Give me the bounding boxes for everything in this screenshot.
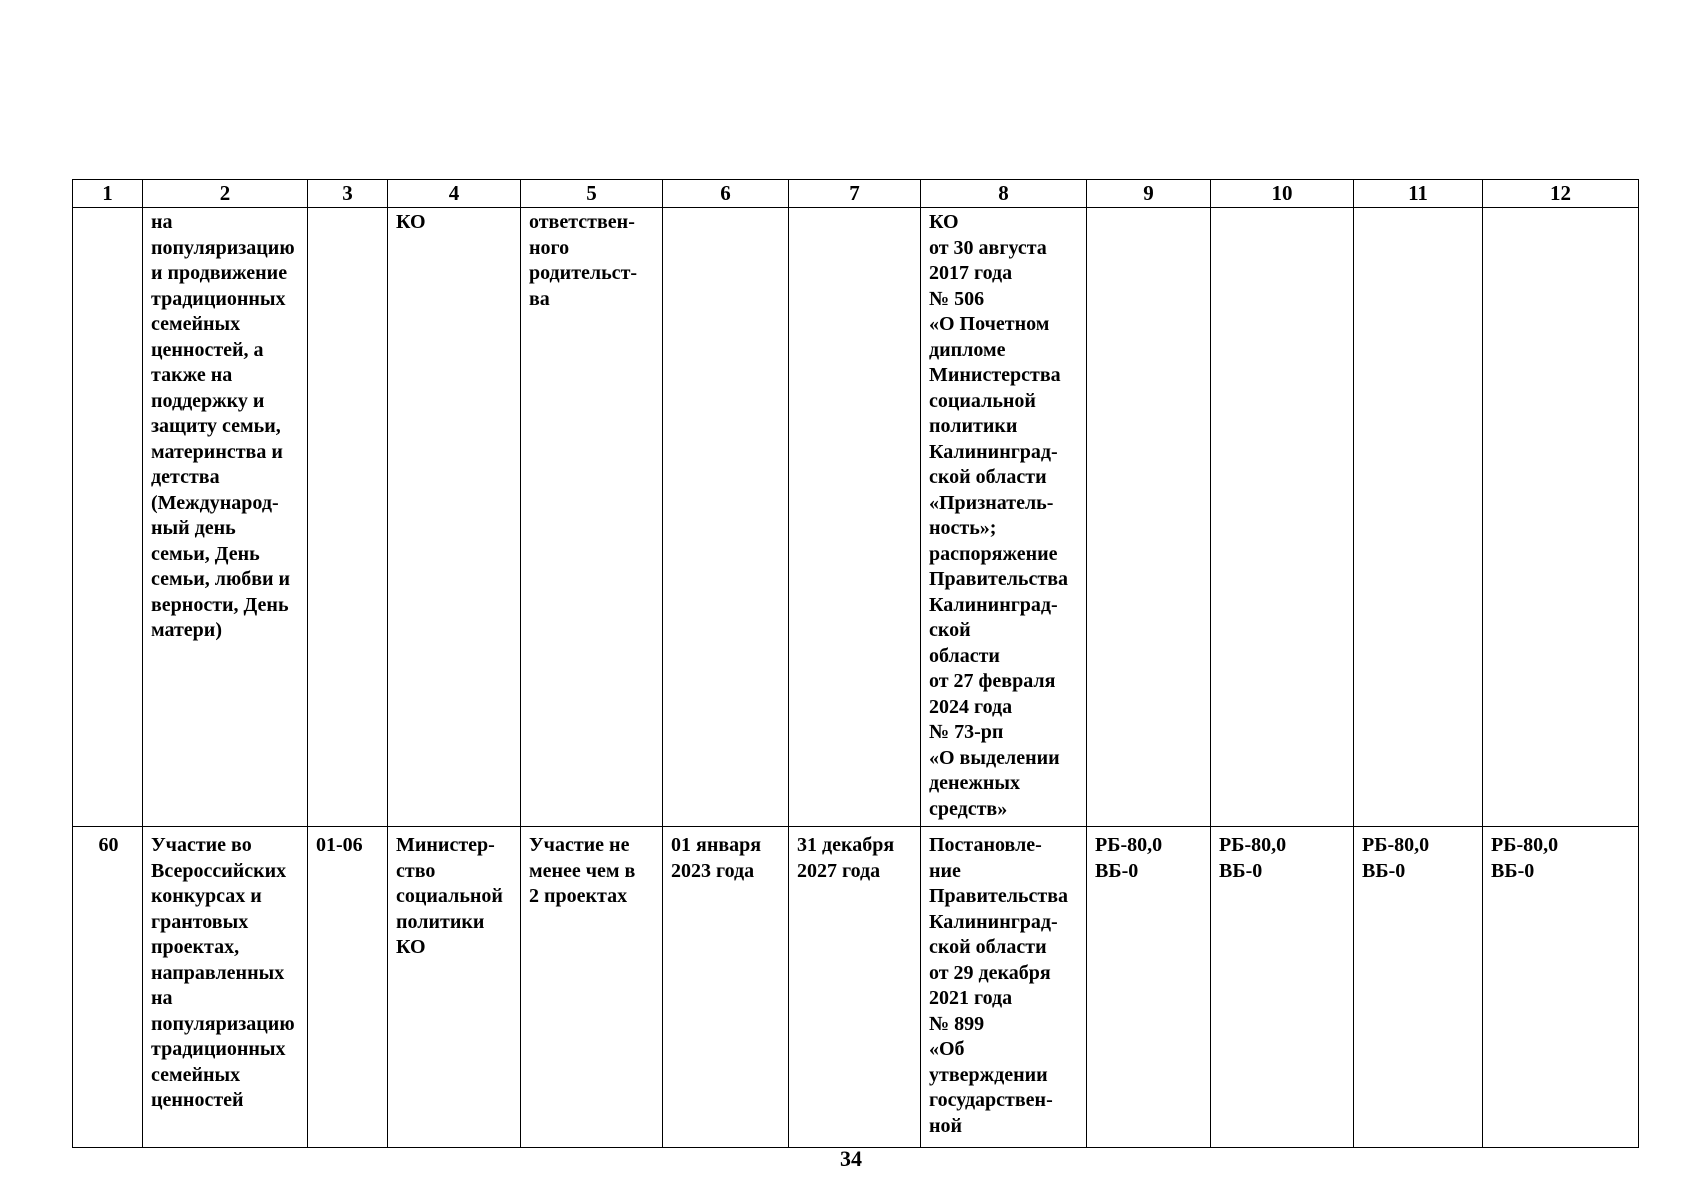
cell-activity-name	[143, 208, 308, 827]
cell-funding-11	[1354, 827, 1483, 1148]
cell-legal-basis	[921, 208, 1087, 827]
cell-text: Постановле- ние Правительства Калининград- ской области от 29 декабря 2021 года № 899 «Об утверждении государствен- ной	[929, 834, 1069, 1137]
cell-text: КО от 30 августа 2017 года № 506 «О Почетном дипломе Министерства социальной политики Калининград- ской области «Признатель- ность»; распоряжение Правительства Калининград- ской области от 27 февраля 2024 года № 73-рп «О выделении денежных средств»	[929, 211, 1069, 820]
cell-text: ответствен- ного родительст- ва	[529, 211, 638, 310]
column-header-1: 1	[73, 180, 143, 208]
cell-row-number	[73, 208, 143, 827]
cell-text: 31 декабря 2027 года	[797, 834, 895, 882]
column-header-6: 6	[663, 180, 789, 208]
column-number-header-row	[73, 180, 1639, 208]
cell-text: 60	[98, 834, 119, 856]
cell-funding-9	[1087, 827, 1211, 1148]
column-header-8: 8	[921, 180, 1087, 208]
cell-text: РБ-80,0 ВБ-0	[1219, 834, 1287, 882]
column-header-11: 11	[1354, 180, 1483, 208]
cell-funding-12	[1483, 827, 1639, 1148]
cell-text: РБ-80,0 ВБ-0	[1362, 834, 1430, 882]
column-header-7: 7	[789, 180, 921, 208]
cell-text: КО	[396, 211, 426, 233]
cell-funding-12	[1483, 208, 1639, 827]
column-header-4: 4	[388, 180, 521, 208]
program-activities-table	[72, 179, 1639, 1148]
column-header-10: 10	[1211, 180, 1354, 208]
cell-row-number	[73, 827, 143, 1148]
cell-text: РБ-80,0 ВБ-0	[1095, 834, 1163, 882]
cell-code	[308, 827, 388, 1148]
cell-text: Участие не менее чем в 2 проектах	[529, 834, 636, 907]
cell-funding-9	[1087, 208, 1211, 827]
cell-code	[308, 208, 388, 827]
cell-activity-name	[143, 827, 308, 1148]
cell-text: Министер- ство социальной политики КО	[396, 834, 503, 958]
cell-executor	[388, 827, 521, 1148]
cell-start-date	[663, 827, 789, 1148]
table-row-continued	[73, 208, 1639, 827]
cell-end-date	[789, 827, 921, 1148]
cell-text: на популяризацию и продвижение традиционных семейных ценностей, а также на поддержку и защиту семьи, материнства и детства (Международ- ный день семьи, День семьи, любви и верности, День матери)	[151, 211, 295, 641]
cell-end-date	[789, 208, 921, 827]
cell-executor	[388, 208, 521, 827]
cell-result	[521, 208, 663, 827]
cell-funding-10	[1211, 827, 1354, 1148]
cell-text: Участие во Всероссийских конкурсах и грантовых проектах, направленных на популяризацию традиционных семейных ценностей	[151, 834, 295, 1111]
cell-text: 01-06	[316, 834, 363, 856]
column-header-9: 9	[1087, 180, 1211, 208]
cell-result	[521, 827, 663, 1148]
cell-text: РБ-80,0 ВБ-0	[1491, 834, 1559, 882]
column-header-2: 2	[143, 180, 308, 208]
cell-legal-basis	[921, 827, 1087, 1148]
cell-funding-10	[1211, 208, 1354, 827]
cell-start-date	[663, 208, 789, 827]
column-header-12: 12	[1483, 180, 1639, 208]
column-header-5: 5	[521, 180, 663, 208]
table-row-60	[73, 827, 1639, 1148]
page-number: 34	[840, 1146, 862, 1171]
cell-funding-11	[1354, 208, 1483, 827]
column-header-3: 3	[308, 180, 388, 208]
cell-text: 01 января 2023 года	[671, 834, 762, 882]
